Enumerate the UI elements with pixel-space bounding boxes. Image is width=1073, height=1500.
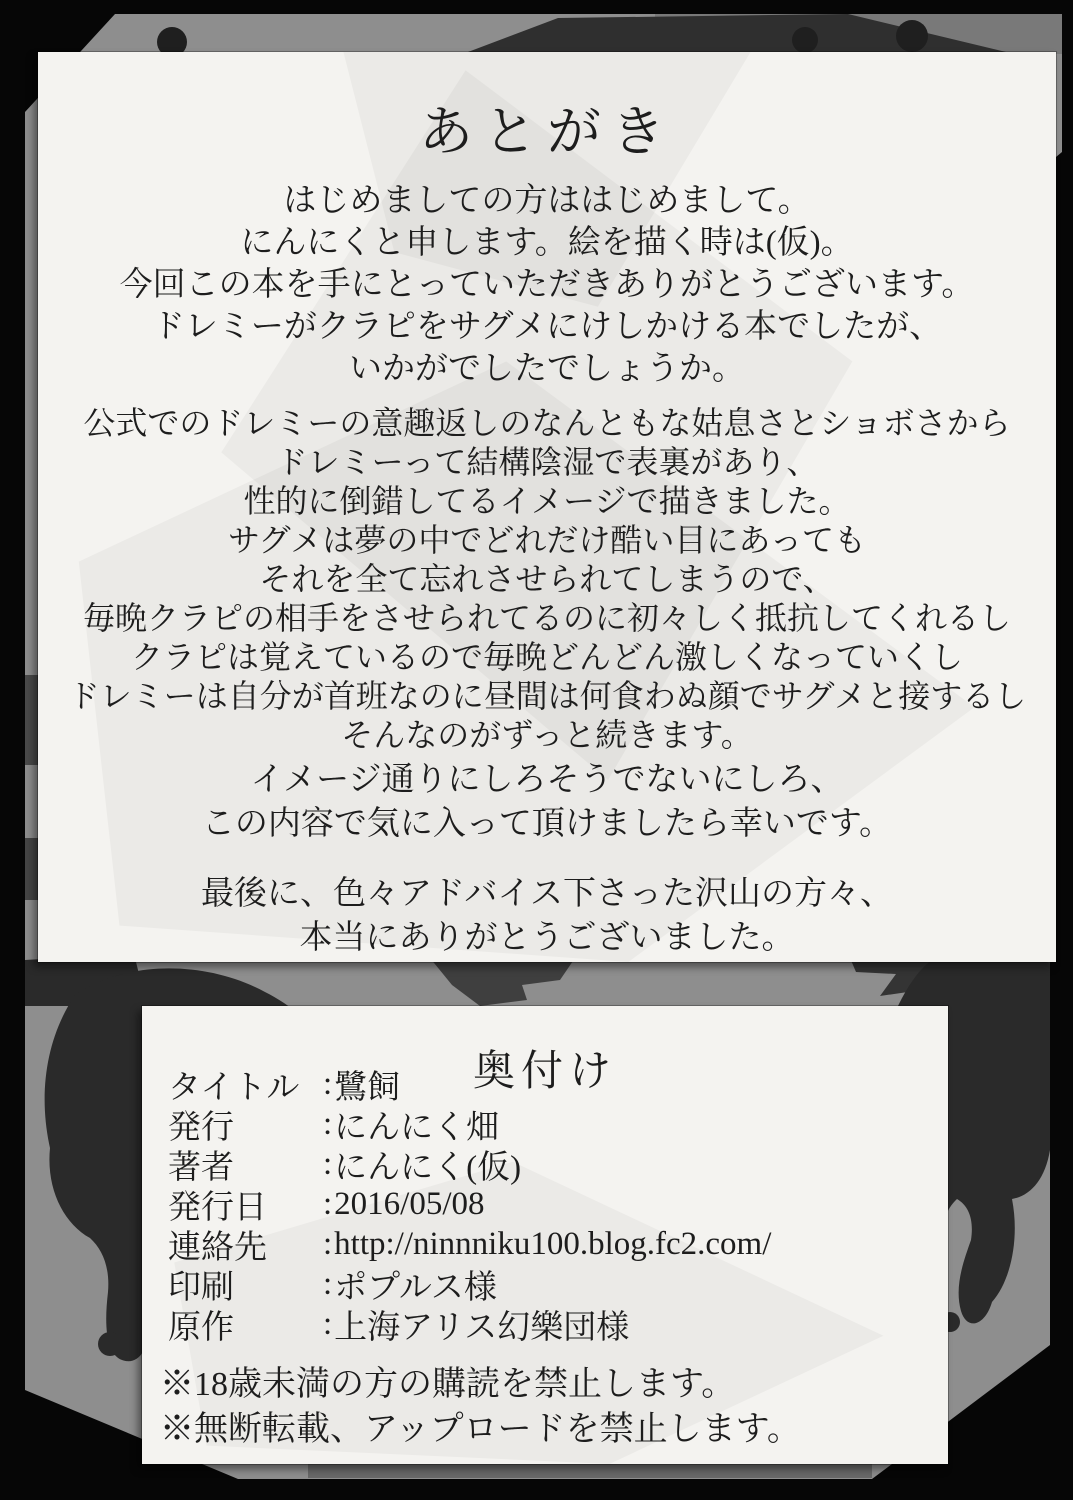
colophon-row-label: 発行日	[168, 1189, 267, 1226]
top-ink-blob	[896, 20, 928, 52]
colophon-row-label: 原作	[168, 1309, 234, 1346]
colophon-row-colon: :	[323, 1145, 333, 1182]
colophon-row-title	[168, 1064, 938, 1104]
colophon-title: 奥付け	[472, 1048, 617, 1095]
colophon-row-author	[168, 1144, 938, 1184]
colophon-row-colon: :	[323, 1225, 333, 1262]
colophon-row-label: 著者	[168, 1149, 234, 1186]
afterword-line: イメージ通りにしろそうでないにしろ、	[250, 762, 844, 798]
colophon-row-value: 2016/05/08	[334, 1185, 485, 1222]
colophon-note-no-reupload: ※無断転載、アップロードを禁止します。	[160, 1411, 801, 1448]
colophon-note-age-restriction: ※18歳未満の方の購読を禁止します。	[160, 1366, 736, 1403]
afterword-line: この内容で気に入って頂けましたら幸いです。	[201, 806, 893, 842]
colophon-row-original-work	[168, 1304, 938, 1344]
afterword-line: にんにくと申します。絵を描く時は(仮)。	[240, 225, 854, 261]
afterword-line: ドレミーは自分が首班なのに昼間は何食わぬ顔でサグメと接するし	[67, 678, 1027, 714]
colophon-row-value: ポプルス様	[334, 1269, 497, 1306]
top-ink-blob	[792, 27, 818, 53]
afterword-line: はじめましての方ははじめまして。	[283, 183, 811, 219]
colophon-rows	[168, 1064, 938, 1344]
colophon-row-colon: :	[323, 1185, 333, 1222]
afterword-line: そんなのがずっと続きます。	[341, 717, 753, 753]
colophon-row-value: にんにく(仮)	[334, 1149, 522, 1186]
colophon-row-publisher	[168, 1104, 938, 1144]
afterword-line: 本当にありがとうございました。	[299, 920, 795, 956]
colophon-row-label: 連絡先	[168, 1229, 267, 1266]
afterword-line: いかがでしたでしょうか。	[349, 351, 745, 387]
colophon-row-colon: :	[323, 1265, 333, 1302]
afterword-line: サグメは夢の中でどれだけ酷い目にあっても	[227, 522, 867, 558]
afterword-line: ドレミーって結構陰湿で表裏があり、	[275, 444, 819, 480]
colophon-row-label: 発行	[168, 1109, 234, 1146]
afterword-paragraph-3	[38, 758, 1056, 846]
ink-drip-dot	[98, 1332, 122, 1356]
colophon-row-printer	[168, 1264, 938, 1304]
afterword-paper	[38, 52, 1056, 962]
colophon-row-publish-date	[168, 1184, 938, 1224]
bottom-shadow-band	[308, 1462, 872, 1478]
afterword-paragraph-2	[38, 404, 1056, 755]
afterword-title: あとがき	[419, 102, 675, 163]
colophon-paper	[142, 1006, 948, 1464]
colophon-row-label: 印刷	[168, 1269, 234, 1306]
afterword-line: 公式でのドレミーの意趣返しのなんともな姑息さとショボさから	[83, 405, 1011, 441]
colophon-notes	[160, 1362, 940, 1452]
afterword-line: 毎晩クラピの相手をさせられてるのに初々しく抵抗してくれるし	[82, 600, 1011, 636]
afterword-line: 最後に、色々アドバイス下さった沢山の方々、	[200, 876, 893, 912]
colophon-row-colon: :	[323, 1305, 333, 1342]
afterword-paragraph-4	[38, 872, 1056, 960]
afterword-line: 性的に倒錯してるイメージで描きました。	[243, 483, 851, 519]
afterword-line: 今回この本を手にとっていただきありがとうございます。	[119, 267, 975, 303]
colophon-row-contact	[168, 1224, 938, 1264]
colophon-row-value: 上海アリス幻樂団様	[334, 1309, 630, 1346]
afterword-line: ドレミーがクラピをサグメにけしかける本でしたが、	[151, 309, 943, 345]
afterword-line: それを全て忘れさせられてしまうので、	[259, 561, 835, 597]
colophon-row-colon: :	[323, 1105, 333, 1142]
afterword-paragraph-1	[38, 180, 1056, 390]
colophon-row-value: にんにく畑	[334, 1109, 500, 1146]
colophon-row-value: 鷺飼	[334, 1069, 401, 1106]
colophon-contact-url: http://ninnniku100.blog.fc2.com/	[334, 1225, 772, 1262]
colophon-row-colon: :	[323, 1065, 333, 1102]
colophon-row-label: タイトル	[168, 1069, 300, 1106]
afterword-line: クラピは覚えているので毎晩どんどん激しくなっていくし	[130, 639, 963, 675]
